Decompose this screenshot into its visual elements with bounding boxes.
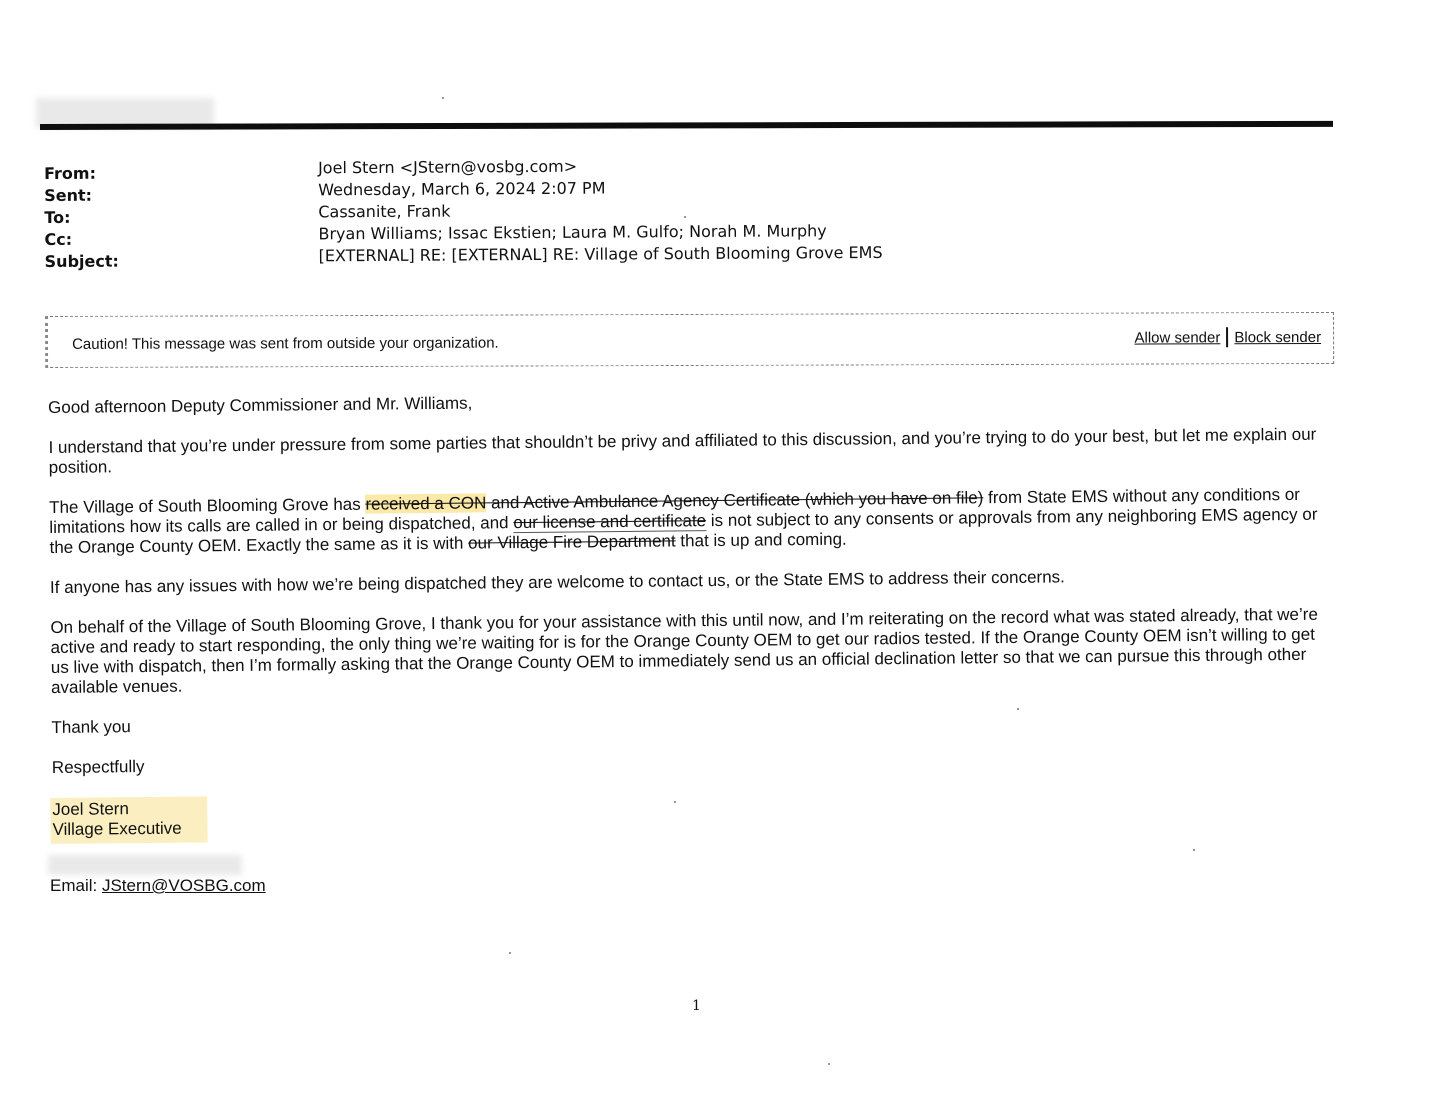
email-link[interactable]: JStern@VOSBG.com bbox=[101, 876, 266, 895]
redacted-signature-line bbox=[48, 855, 242, 875]
p2-struck-fire-department: our Village Fire Department bbox=[468, 531, 676, 553]
sent-value: Wednesday, March 6, 2024 2:07 PM bbox=[318, 178, 606, 200]
from-label: From: bbox=[44, 163, 96, 183]
signature-block bbox=[50, 796, 208, 844]
sent-label: Sent: bbox=[44, 185, 93, 205]
scan-speck bbox=[828, 1063, 830, 1065]
caution-text: Caution! This message was sent from outside your organization. bbox=[72, 334, 499, 353]
header-rule bbox=[40, 121, 1333, 130]
scan-speck bbox=[509, 952, 511, 954]
email-header bbox=[44, 154, 1045, 270]
subject-row bbox=[45, 242, 1045, 270]
sender-actions bbox=[1134, 327, 1321, 348]
to-label: To: bbox=[44, 207, 71, 227]
scan-speck bbox=[684, 216, 686, 218]
paragraph-certificate bbox=[49, 485, 1330, 558]
email-label: Email: bbox=[50, 876, 102, 895]
greeting: Good afternoon Deputy Commissioner and Mr. Williams, bbox=[48, 393, 473, 417]
divider bbox=[1226, 327, 1228, 347]
signature-title: Village Executive bbox=[52, 818, 182, 839]
subject-label: Subject: bbox=[44, 251, 119, 271]
allow-sender-link[interactable]: Allow sender bbox=[1134, 328, 1221, 347]
p2-text-a: The Village of South Blooming Grove has bbox=[49, 494, 366, 517]
thank-you: Thank you bbox=[51, 717, 131, 737]
paragraph-dispatch-issues: If anyone has any issues with how we’re being dispatched they are welcome to contact us, or the State EMS to address their concerns. bbox=[49, 567, 1065, 597]
closing: Respectfully bbox=[51, 757, 145, 777]
p2-text-h: that is up and coming. bbox=[675, 529, 847, 551]
cc-value: Bryan Williams; Issac Ekstien; Laura M. Gulfo; Norah M. Murphy bbox=[318, 221, 827, 244]
scan-speck bbox=[1017, 708, 1019, 710]
paragraph-pressure: I understand that you’re under pressure from some parties that shouldn’t be privy and affiliated to this discussion, and you’re trying to do your best, but let me explain our position. bbox=[48, 424, 1317, 477]
p2-struck-certificate: and Active Ambulance Agency Certificate (which you have on file) bbox=[486, 488, 984, 513]
block-sender-link[interactable]: Block sender bbox=[1234, 328, 1322, 346]
scan-speck bbox=[1193, 849, 1195, 851]
paragraph-request: On behalf of the Village of South Blooming Grove, I thank you for your assistance with this until now, and I’m reiterating on the record what was stated already, that we’re active and ready to start responding, the only thing we’re waiting for is for the Orange County OEM to get our radios tested. If the Orange County OEM isn’t willing to get us live with dispatch, then I’m formally asking that the Orange County OEM to immediately send us an official declination letter so that we can pursue this through other available venues. bbox=[50, 604, 1318, 697]
external-caution-banner bbox=[45, 312, 1334, 368]
p2-struck-license: our license and certificate bbox=[513, 511, 707, 533]
p2-struck-highlighted-con: received a CON bbox=[365, 493, 487, 514]
page-number: 1 bbox=[692, 998, 701, 1014]
signature-email-line bbox=[50, 876, 266, 896]
signature-name: Joel Stern bbox=[52, 799, 129, 819]
cc-label: Cc: bbox=[44, 229, 73, 249]
p2-text-d: from State EMS without any conditions or limitations how its calls are called in or being dispatched, and bbox=[49, 484, 1300, 537]
to-value: Cassanite, Frank bbox=[318, 201, 451, 222]
email-body bbox=[48, 385, 1333, 844]
scan-speck bbox=[442, 97, 444, 99]
scan-speck bbox=[674, 801, 676, 803]
from-value: Joel Stern <JStern@vosbg.com> bbox=[317, 156, 578, 178]
subject-value: [EXTERNAL] RE: [EXTERNAL] RE: Village of South Blooming Grove EMS bbox=[318, 242, 883, 266]
p2-text-f: is not subject to any consents or approvals from any neighboring EMS agency or the Orange County OEM. Exactly the same as it is with bbox=[49, 504, 1318, 557]
